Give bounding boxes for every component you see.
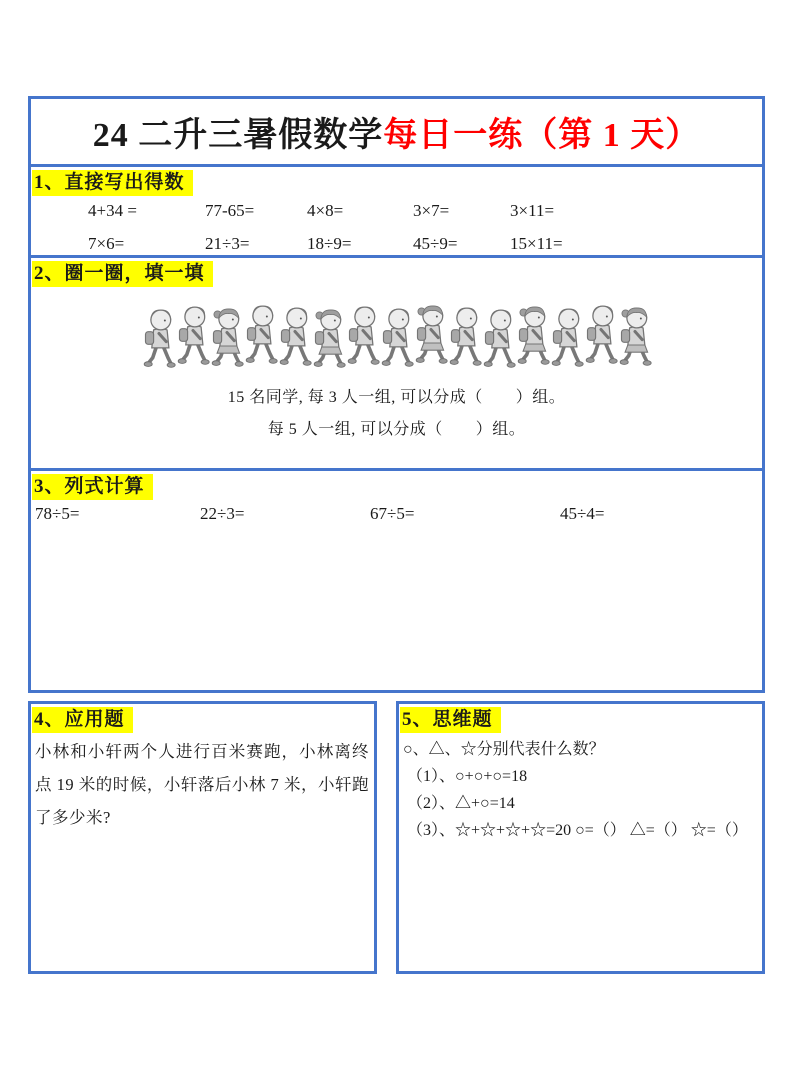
walking-child-figure bbox=[447, 296, 483, 376]
word-problem-text: 小林和小轩两个人进行百米赛跑，小林离终点 19 米的时候，小轩落后小林 7 米，小轩跑了多少米? bbox=[35, 742, 369, 827]
walking-child-figure bbox=[243, 294, 279, 374]
math-problem: 3×11= bbox=[510, 201, 555, 220]
problems-row-1 bbox=[31, 201, 762, 221]
math-problem: 15×11= bbox=[510, 234, 563, 253]
walking-child-figure bbox=[515, 295, 551, 375]
math-problem: 4×8= bbox=[307, 201, 344, 220]
section-2-heading: 2、圈一圈，填一填 bbox=[32, 261, 213, 287]
walking-child-figure bbox=[549, 297, 585, 377]
section-direct-calculation bbox=[28, 164, 765, 258]
walking-child-figure bbox=[209, 297, 245, 377]
page-title bbox=[93, 107, 701, 156]
thinking-problem-item: （2）、△+○=14 bbox=[407, 795, 515, 812]
section-1-header bbox=[31, 167, 762, 196]
section-5-heading: 5、思维题 bbox=[400, 707, 501, 733]
math-problem: 21÷3= bbox=[205, 234, 250, 253]
walking-child-figure bbox=[379, 297, 415, 377]
section-4-header bbox=[31, 704, 374, 733]
math-problem: 22÷3= bbox=[200, 504, 245, 523]
problems-row-3 bbox=[31, 504, 762, 524]
section-column-calculation bbox=[28, 468, 765, 693]
worksheet-page bbox=[28, 96, 765, 974]
walking-child-figure bbox=[413, 294, 449, 374]
math-problem: 77-65= bbox=[205, 201, 255, 220]
walking-child-figure bbox=[583, 294, 619, 374]
math-problem: 4+34 = bbox=[88, 201, 137, 220]
walking-child-figure bbox=[345, 295, 381, 375]
section-5-header bbox=[399, 704, 762, 733]
title-black-part: 24 二升三暑假数学 bbox=[92, 117, 384, 154]
bottom-sections-row bbox=[28, 701, 765, 974]
section-2-header bbox=[31, 258, 762, 287]
walking-child-figure bbox=[311, 298, 347, 378]
math-problem: 45÷4= bbox=[560, 504, 605, 523]
math-problem: 45÷9= bbox=[413, 234, 458, 253]
thinking-problem-item: （3）、☆+☆+☆+☆=20 ○=（） △=（） ☆=（） bbox=[407, 822, 748, 839]
section-3-heading: 3、列式计算 bbox=[32, 474, 153, 500]
children-illustration bbox=[31, 294, 762, 378]
section-word-problem bbox=[28, 701, 377, 974]
problems-row-2 bbox=[31, 234, 762, 254]
walking-child-figure bbox=[277, 296, 313, 376]
math-problem: 7×6= bbox=[88, 234, 125, 253]
math-problem: 78÷5= bbox=[35, 504, 80, 523]
title-box bbox=[28, 96, 765, 167]
math-problem: 18÷9= bbox=[307, 234, 352, 253]
section-4-heading: 4、应用题 bbox=[32, 707, 133, 733]
math-problem: 3×7= bbox=[413, 201, 450, 220]
math-problem: 67÷5= bbox=[370, 504, 415, 523]
walking-child-figure bbox=[617, 296, 653, 376]
thinking-problem-item: （1）、○+○+○=18 bbox=[407, 768, 528, 785]
section-circle-and-fill bbox=[28, 255, 765, 471]
walking-child-figure bbox=[175, 295, 211, 375]
section-3-header bbox=[31, 471, 762, 500]
fill-in-line-2: 每 5 人一组, 可以分成（ ）组。 bbox=[267, 421, 526, 438]
title-red-part: 每日一练（第 1 天） bbox=[383, 117, 701, 154]
walking-child-figure bbox=[481, 298, 517, 378]
fill-in-line-1: 15 名同学, 每 3 人一组, 可以分成（ ）组。 bbox=[227, 389, 566, 406]
section-1-heading: 1、直接写出得数 bbox=[32, 170, 193, 196]
thinking-problem-intro: ○、△、☆分别代表什么数？ bbox=[403, 741, 605, 758]
walking-child-figure bbox=[141, 298, 177, 378]
section-thinking-problem bbox=[396, 701, 765, 974]
